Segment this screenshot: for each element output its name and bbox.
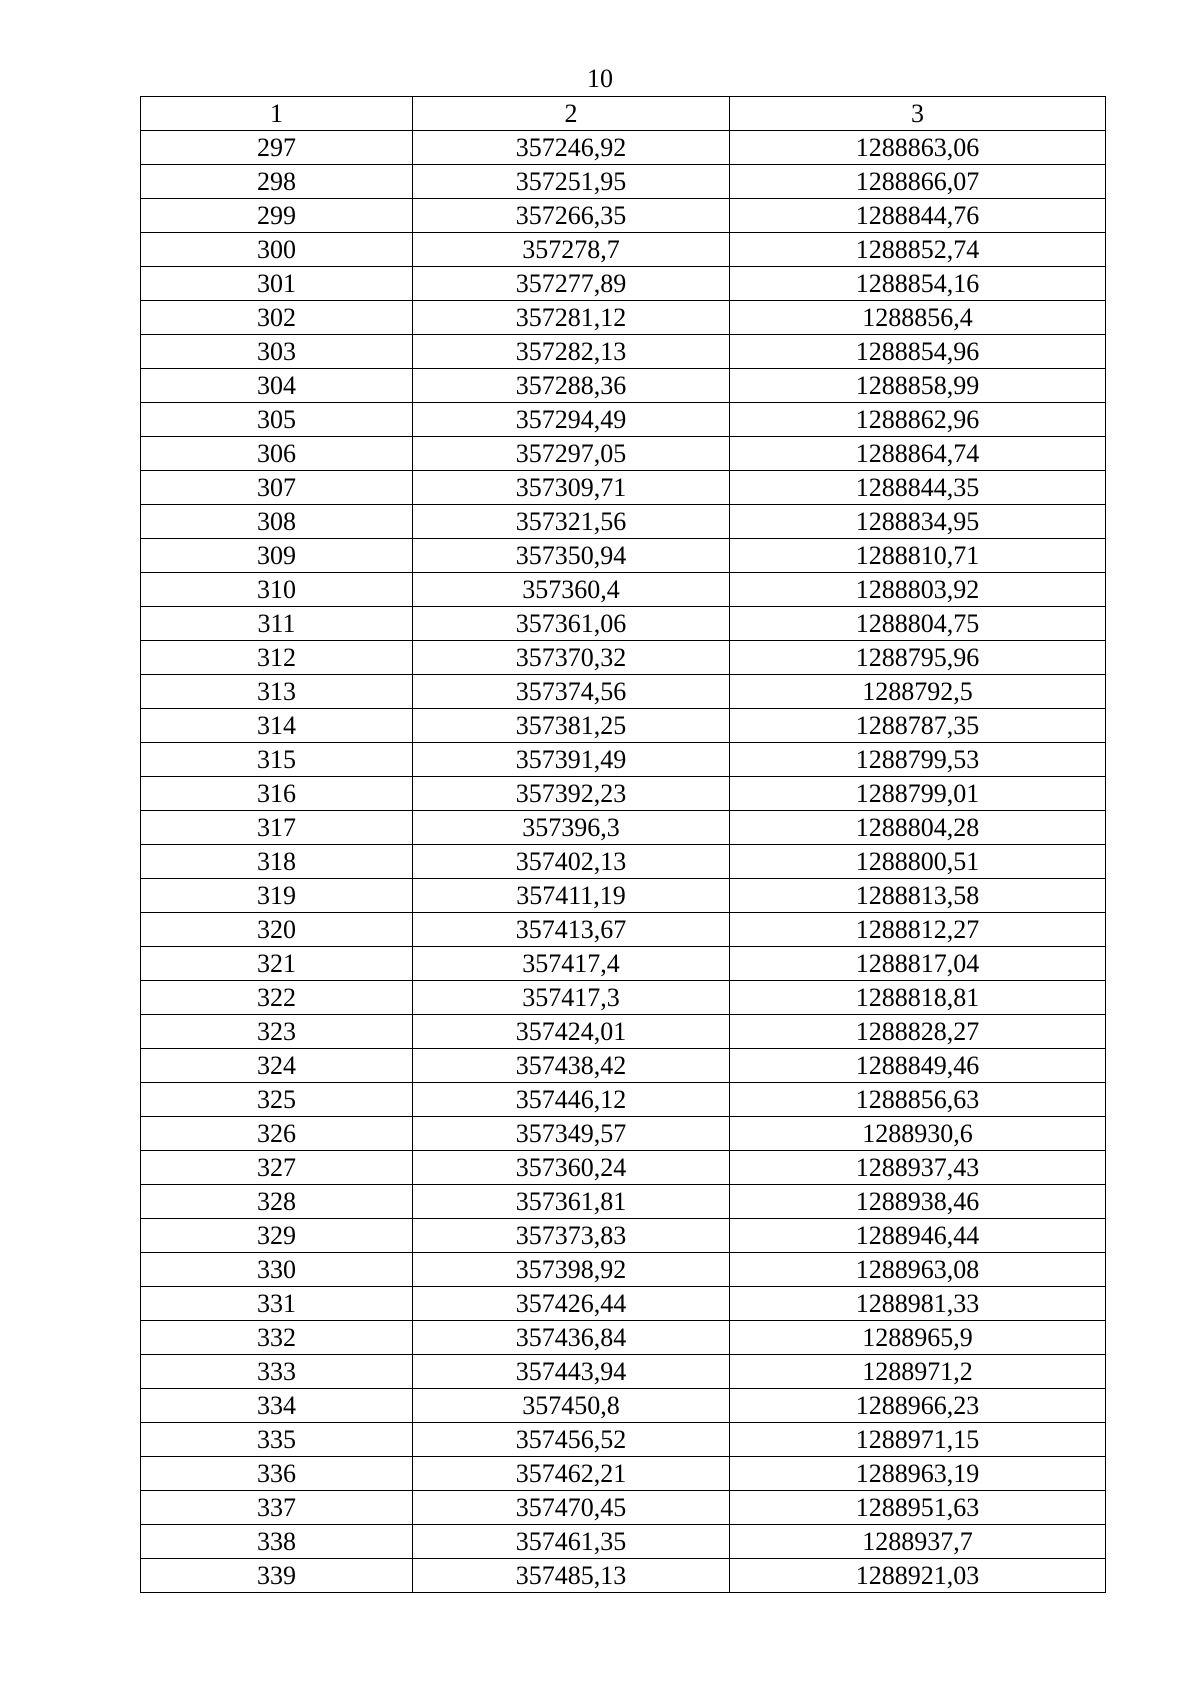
point-number-cell: 331: [141, 1286, 413, 1320]
y-coordinate-cell: 1288866,07: [730, 164, 1106, 198]
table-row: [141, 504, 1106, 538]
y-coordinate-cell: 1288864,74: [730, 436, 1106, 470]
table-row: [141, 1116, 1106, 1150]
point-number-cell: 311: [141, 606, 413, 640]
table-row: [141, 1320, 1106, 1354]
x-coordinate-cell: 357402,13: [413, 844, 730, 878]
table-row: [141, 810, 1106, 844]
y-coordinate-cell: 1288981,33: [730, 1286, 1106, 1320]
point-number-cell: 317: [141, 810, 413, 844]
point-number-cell: 323: [141, 1014, 413, 1048]
y-coordinate-cell: 1288862,96: [730, 402, 1106, 436]
table-row: [141, 878, 1106, 912]
point-number-cell: 301: [141, 266, 413, 300]
x-coordinate-cell: 357381,25: [413, 708, 730, 742]
table-row: [141, 470, 1106, 504]
x-coordinate-cell: 357361,81: [413, 1184, 730, 1218]
y-coordinate-cell: 1288946,44: [730, 1218, 1106, 1252]
x-coordinate-cell: 357360,4: [413, 572, 730, 606]
x-coordinate-cell: 357443,94: [413, 1354, 730, 1388]
coordinates-table: [140, 96, 1106, 1593]
y-coordinate-cell: 1288963,19: [730, 1456, 1106, 1490]
table-row: [141, 1252, 1106, 1286]
y-coordinate-cell: 1288937,7: [730, 1524, 1106, 1558]
x-coordinate-cell: 357277,89: [413, 266, 730, 300]
y-coordinate-cell: 1288795,96: [730, 640, 1106, 674]
table-row: [141, 606, 1106, 640]
x-coordinate-cell: 357288,36: [413, 368, 730, 402]
point-number-cell: 298: [141, 164, 413, 198]
table-row: [141, 164, 1106, 198]
x-coordinate-cell: 357251,95: [413, 164, 730, 198]
point-number-cell: 339: [141, 1558, 413, 1592]
table-row: [141, 742, 1106, 776]
y-coordinate-cell: 1288804,75: [730, 606, 1106, 640]
point-number-cell: 336: [141, 1456, 413, 1490]
point-number-cell: 334: [141, 1388, 413, 1422]
table-row: [141, 334, 1106, 368]
page-number: 10: [587, 64, 613, 93]
x-coordinate-cell: 357438,42: [413, 1048, 730, 1082]
table-row: [141, 130, 1106, 164]
x-coordinate-cell: 357321,56: [413, 504, 730, 538]
table-row: [141, 538, 1106, 572]
column-header-1: 1: [141, 97, 413, 131]
point-number-cell: 303: [141, 334, 413, 368]
y-coordinate-cell: 1288930,6: [730, 1116, 1106, 1150]
point-number-cell: 308: [141, 504, 413, 538]
x-coordinate-cell: 357370,32: [413, 640, 730, 674]
point-number-cell: 316: [141, 776, 413, 810]
y-coordinate-cell: 1288856,4: [730, 300, 1106, 334]
x-coordinate-cell: 357246,92: [413, 130, 730, 164]
table-row: [141, 1456, 1106, 1490]
y-coordinate-cell: 1288852,74: [730, 232, 1106, 266]
point-number-cell: 312: [141, 640, 413, 674]
y-coordinate-cell: 1288803,92: [730, 572, 1106, 606]
table-row: [141, 980, 1106, 1014]
point-number-cell: 299: [141, 198, 413, 232]
y-coordinate-cell: 1288854,96: [730, 334, 1106, 368]
y-coordinate-cell: 1288951,63: [730, 1490, 1106, 1524]
table-row: [141, 1490, 1106, 1524]
point-number-cell: 321: [141, 946, 413, 980]
table-row: [141, 640, 1106, 674]
column-header-3: 3: [730, 97, 1106, 131]
x-coordinate-cell: 357266,35: [413, 198, 730, 232]
point-number-cell: 300: [141, 232, 413, 266]
point-number-cell: 297: [141, 130, 413, 164]
y-coordinate-cell: 1288963,08: [730, 1252, 1106, 1286]
y-coordinate-cell: 1288971,2: [730, 1354, 1106, 1388]
x-coordinate-cell: 357297,05: [413, 436, 730, 470]
table-row: [141, 1422, 1106, 1456]
table-row: [141, 300, 1106, 334]
table-row: [141, 1014, 1106, 1048]
table-row: [141, 402, 1106, 436]
point-number-cell: 338: [141, 1524, 413, 1558]
table-body: [141, 130, 1106, 1592]
x-coordinate-cell: 357413,67: [413, 912, 730, 946]
x-coordinate-cell: 357396,3: [413, 810, 730, 844]
y-coordinate-cell: 1288804,28: [730, 810, 1106, 844]
y-coordinate-cell: 1288921,03: [730, 1558, 1106, 1592]
point-number-cell: 318: [141, 844, 413, 878]
x-coordinate-cell: 357417,4: [413, 946, 730, 980]
y-coordinate-cell: 1288966,23: [730, 1388, 1106, 1422]
y-coordinate-cell: 1288817,04: [730, 946, 1106, 980]
y-coordinate-cell: 1288828,27: [730, 1014, 1106, 1048]
y-coordinate-cell: 1288844,76: [730, 198, 1106, 232]
table-row: [141, 198, 1106, 232]
x-coordinate-cell: 357446,12: [413, 1082, 730, 1116]
x-coordinate-cell: 357470,45: [413, 1490, 730, 1524]
point-number-cell: 327: [141, 1150, 413, 1184]
point-number-cell: 337: [141, 1490, 413, 1524]
y-coordinate-cell: 1288812,27: [730, 912, 1106, 946]
x-coordinate-cell: 357436,84: [413, 1320, 730, 1354]
x-coordinate-cell: 357426,44: [413, 1286, 730, 1320]
table-row: [141, 1184, 1106, 1218]
y-coordinate-cell: 1288799,01: [730, 776, 1106, 810]
point-number-cell: 309: [141, 538, 413, 572]
x-coordinate-cell: 357309,71: [413, 470, 730, 504]
y-coordinate-cell: 1288818,81: [730, 980, 1106, 1014]
column-header-2: 2: [413, 97, 730, 131]
table-row: [141, 708, 1106, 742]
x-coordinate-cell: 357461,35: [413, 1524, 730, 1558]
point-number-cell: 314: [141, 708, 413, 742]
point-number-cell: 310: [141, 572, 413, 606]
x-coordinate-cell: 357391,49: [413, 742, 730, 776]
x-coordinate-cell: 357361,06: [413, 606, 730, 640]
x-coordinate-cell: 357278,7: [413, 232, 730, 266]
table-row: [141, 1286, 1106, 1320]
y-coordinate-cell: 1288965,9: [730, 1320, 1106, 1354]
table-row: [141, 1150, 1106, 1184]
point-number-cell: 328: [141, 1184, 413, 1218]
y-coordinate-cell: 1288800,51: [730, 844, 1106, 878]
point-number-cell: 320: [141, 912, 413, 946]
table-row: [141, 266, 1106, 300]
table-row: [141, 232, 1106, 266]
table-header: [141, 97, 1106, 131]
y-coordinate-cell: 1288937,43: [730, 1150, 1106, 1184]
point-number-cell: 333: [141, 1354, 413, 1388]
y-coordinate-cell: 1288858,99: [730, 368, 1106, 402]
y-coordinate-cell: 1288813,58: [730, 878, 1106, 912]
y-coordinate-cell: 1288938,46: [730, 1184, 1106, 1218]
x-coordinate-cell: 357424,01: [413, 1014, 730, 1048]
table-row: [141, 1558, 1106, 1592]
table-row: [141, 436, 1106, 470]
table-row: [141, 1082, 1106, 1116]
point-number-cell: 332: [141, 1320, 413, 1354]
table-row: [141, 1218, 1106, 1252]
point-number-cell: 324: [141, 1048, 413, 1082]
table-row: [141, 368, 1106, 402]
point-number-cell: 307: [141, 470, 413, 504]
table-row: [141, 776, 1106, 810]
y-coordinate-cell: 1288799,53: [730, 742, 1106, 776]
x-coordinate-cell: 357392,23: [413, 776, 730, 810]
x-coordinate-cell: 357374,56: [413, 674, 730, 708]
point-number-cell: 306: [141, 436, 413, 470]
point-number-cell: 304: [141, 368, 413, 402]
point-number-cell: 319: [141, 878, 413, 912]
y-coordinate-cell: 1288834,95: [730, 504, 1106, 538]
point-number-cell: 313: [141, 674, 413, 708]
table-row: [141, 1524, 1106, 1558]
x-coordinate-cell: 357398,92: [413, 1252, 730, 1286]
x-coordinate-cell: 357462,21: [413, 1456, 730, 1490]
table-row: [141, 946, 1106, 980]
point-number-cell: 330: [141, 1252, 413, 1286]
header-row: [141, 97, 1106, 131]
x-coordinate-cell: 357456,52: [413, 1422, 730, 1456]
table-row: [141, 1048, 1106, 1082]
table-row: [141, 844, 1106, 878]
x-coordinate-cell: 357281,12: [413, 300, 730, 334]
point-number-cell: 325: [141, 1082, 413, 1116]
x-coordinate-cell: 357294,49: [413, 402, 730, 436]
y-coordinate-cell: 1288787,35: [730, 708, 1106, 742]
point-number-cell: 329: [141, 1218, 413, 1252]
y-coordinate-cell: 1288854,16: [730, 266, 1106, 300]
point-number-cell: 302: [141, 300, 413, 334]
y-coordinate-cell: 1288856,63: [730, 1082, 1106, 1116]
table-row: [141, 572, 1106, 606]
point-number-cell: 305: [141, 402, 413, 436]
table-row: [141, 912, 1106, 946]
x-coordinate-cell: 357485,13: [413, 1558, 730, 1592]
x-coordinate-cell: 357282,13: [413, 334, 730, 368]
x-coordinate-cell: 357373,83: [413, 1218, 730, 1252]
y-coordinate-cell: 1288810,71: [730, 538, 1106, 572]
y-coordinate-cell: 1288792,5: [730, 674, 1106, 708]
x-coordinate-cell: 357450,8: [413, 1388, 730, 1422]
point-number-cell: 315: [141, 742, 413, 776]
table-row: [141, 1388, 1106, 1422]
point-number-cell: 326: [141, 1116, 413, 1150]
point-number-cell: 335: [141, 1422, 413, 1456]
x-coordinate-cell: 357350,94: [413, 538, 730, 572]
table-row: [141, 674, 1106, 708]
y-coordinate-cell: 1288863,06: [730, 130, 1106, 164]
x-coordinate-cell: 357349,57: [413, 1116, 730, 1150]
x-coordinate-cell: 357417,3: [413, 980, 730, 1014]
y-coordinate-cell: 1288844,35: [730, 470, 1106, 504]
x-coordinate-cell: 357411,19: [413, 878, 730, 912]
point-number-cell: 322: [141, 980, 413, 1014]
y-coordinate-cell: 1288971,15: [730, 1422, 1106, 1456]
x-coordinate-cell: 357360,24: [413, 1150, 730, 1184]
y-coordinate-cell: 1288849,46: [730, 1048, 1106, 1082]
table-row: [141, 1354, 1106, 1388]
